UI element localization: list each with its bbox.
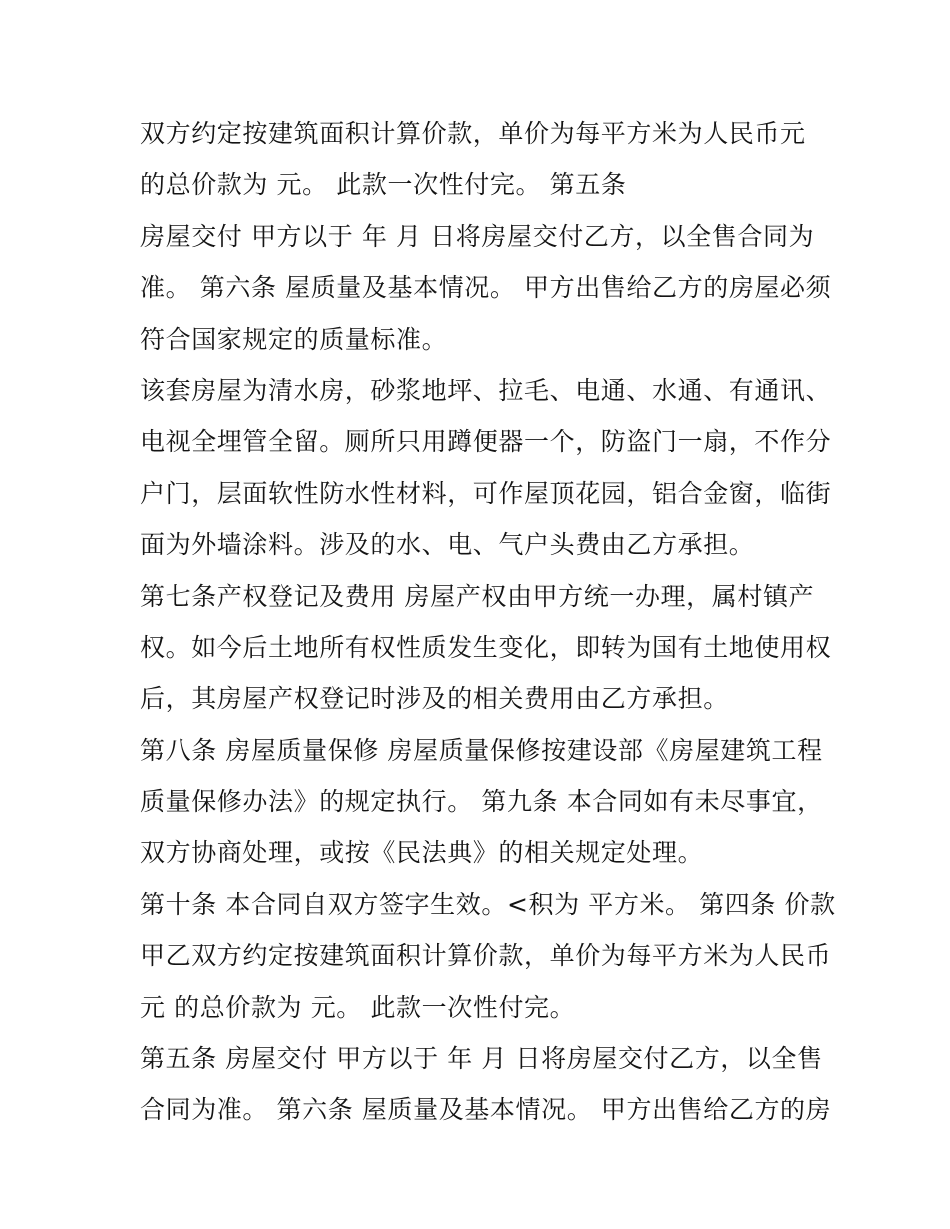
text-line: 的总价款为 元。 此款一次性付完。 第五条: [140, 170, 627, 200]
text-line: 第八条 房屋质量保修 房屋质量保修按建设部《房屋建筑工程: [140, 735, 823, 765]
text-line: 第十条 本合同自双方签字生效。<积为 平方米。 第四条 价款: [140, 889, 836, 919]
text-line: 准。 第六条 屋质量及基本情况。 甲方出售给乙方的房屋必须: [140, 273, 832, 303]
text-line: 面为外墙涂料。涉及的水、电、气户头费由乙方承担。: [140, 530, 755, 560]
contract-text-body: [140, 108, 836, 1136]
text-line: 元 的总价款为 元。 此款一次性付完。: [140, 992, 576, 1022]
text-line: 房屋交付 甲方以于 年 月 日将房屋交付乙方，以全售合同为: [140, 221, 815, 251]
text-line: 该套房屋为清水房，砂浆地坪、拉毛、电通、水通、有通讯、: [140, 375, 832, 405]
text-line: 电视全埋管全留。厕所只用蹲便器一个，防盗门一扇，不作分: [140, 427, 832, 457]
text-line: 质量保修办法》的规定执行。 第九条 本合同如有未尽事宜，: [140, 787, 823, 817]
text-line: 甲乙双方约定按建筑面积计算价款，单价为每平方米为人民币: [140, 941, 832, 971]
text-line: 后，其房屋产权登记时涉及的相关费用由乙方承担。: [140, 684, 729, 714]
text-line: 户门，层面软性防水性材料，可作屋顶花园，铝合金窗，临街: [140, 478, 832, 508]
text-line: 双方协商处理，或按《民法典》的相关规定处理。: [140, 838, 704, 868]
text-line: 双方约定按建筑面积计算价款，单价为每平方米为人民币元: [140, 119, 806, 148]
text-line: 权。如今后土地所有权性质发生变化，即转为国有土地使用权: [140, 632, 832, 662]
text-line: 第七条产权登记及费用 房屋产权由甲方统一办理，属村镇产: [140, 581, 815, 611]
text-line: 合同为准。 第六条 屋质量及基本情况。 甲方出售给乙方的房: [140, 1095, 832, 1125]
text-line: 第五条 房屋交付 甲方以于 年 月 日将房屋交付乙方，以全售: [140, 1044, 823, 1074]
text-line: 符合国家规定的质量标准。: [140, 324, 448, 354]
